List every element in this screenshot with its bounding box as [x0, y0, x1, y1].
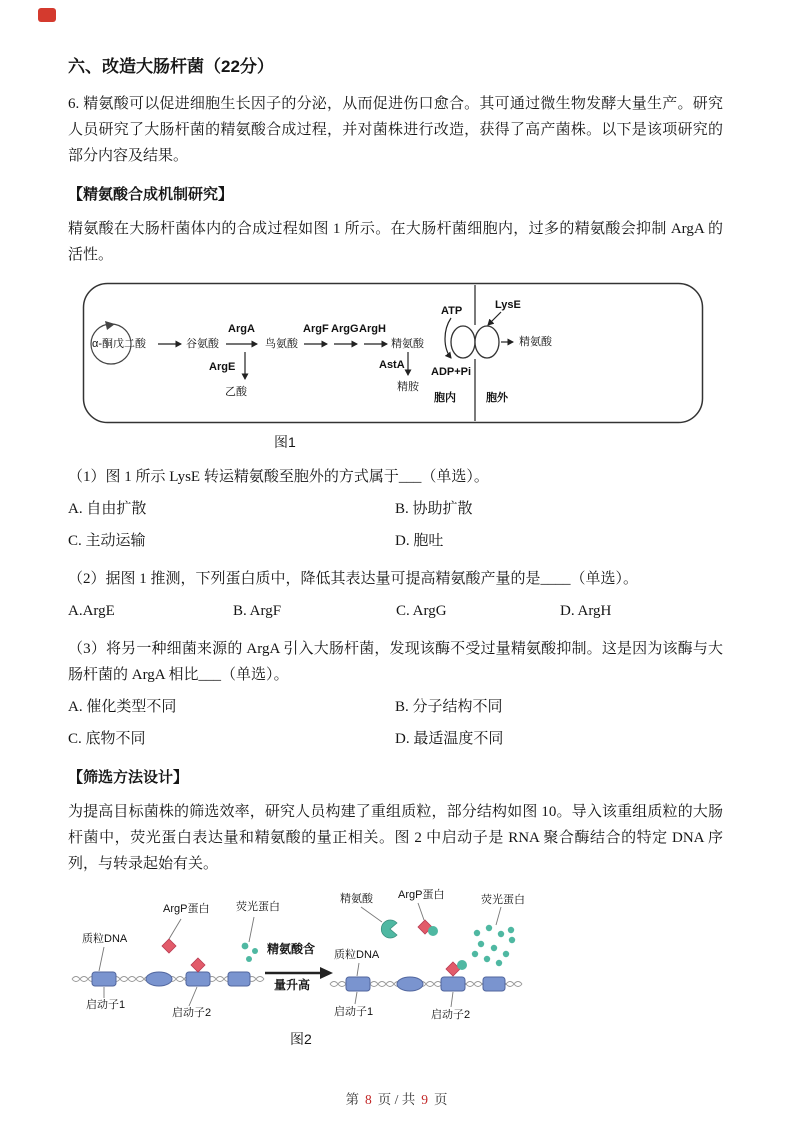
footer-label: 第: [345, 1092, 359, 1107]
promoter2-box-right: [441, 977, 465, 991]
figure-1-caption: 图1: [274, 434, 296, 450]
subsection-heading-mechanism: 【精氨酸合成机制研究】: [68, 186, 234, 203]
label-ornithine: 鸟氨酸: [265, 338, 298, 350]
option-d: D. 胞吐: [395, 533, 444, 549]
promoter1-box-right: [346, 977, 370, 991]
question-1-stem: （1）图 1 所示 LysE 转运精氨酸至胞外的方式属于___（单选）。: [68, 469, 489, 485]
label-arginine-inside: 精氨酸: [391, 338, 424, 350]
fluor-protein-dots-left: [242, 943, 258, 962]
label-lysE: LysE: [495, 299, 521, 311]
figure-1-cell-diagram: [82, 282, 704, 424]
complex-bound-on-promoter2: [446, 960, 467, 976]
screening-paragraph: 为提高目标菌株的筛选效率，研究人员构建了重组质粒，部分结构如图 10。导入该重组质粒的大肠杆菌中，荧光蛋白表达量和精氨酸的量正相关。图 2 中启动子是 RNA 聚合酶结合的特定 DNA 序列，与转录起始有关。: [68, 804, 723, 872]
label-extracellular: 胞外: [486, 392, 508, 404]
promoter2-box-left: [186, 972, 210, 986]
label-argF: ArgF: [303, 323, 329, 335]
cell-membrane-outline: [84, 284, 703, 423]
figure-2-plasmid-diagram: [68, 889, 570, 1049]
figure-2-caption: 图2: [290, 1031, 312, 1047]
fluor-gene-right: [483, 977, 505, 991]
question-2-stem: （2）据图 1 推测，下列蛋白质中，降低其表达量可提高精氨酸产量的是____（单选）。: [68, 571, 639, 587]
argp-gene-left: [146, 972, 172, 986]
option-c: C. 底物不同: [68, 731, 146, 747]
site-logo-icon: [38, 8, 56, 22]
footer-label: 页: [434, 1092, 448, 1107]
label-acetate: 乙酸: [225, 386, 247, 398]
label-atp: ATP: [441, 305, 463, 317]
label-argH: ArgH: [359, 323, 386, 335]
option-d: D. ArgH: [560, 603, 612, 619]
argp-gene-right: [397, 977, 423, 991]
option-c: C. ArgG: [396, 603, 447, 619]
question-3-options: [68, 694, 723, 752]
label-alpha-ketoglutarate: α-酮戊二酸: [92, 338, 147, 350]
cycle-arrowhead-icon: [105, 321, 115, 330]
subsection-heading-screening: 【筛选方法设计】: [68, 769, 189, 786]
arginine-molecule-icon: [381, 920, 397, 938]
label-promoter2-left: 启动子2: [172, 1007, 212, 1019]
option-a: A.ArgE: [68, 603, 115, 619]
question-1-options: [68, 496, 723, 554]
label-intracellular: 胞内: [434, 392, 456, 404]
mechanism-paragraph: 精氨酸在大肠杆菌体内的合成过程如图 1 所示。在大肠杆菌细胞内，过多的精氨酸会抑制 ArgA 的活性。: [68, 221, 723, 263]
argp-arginine-complex: [418, 920, 438, 936]
label-adp-pi: ADP+Pi: [431, 366, 472, 378]
page-footer: [0, 1088, 793, 1108]
question-2-options: [68, 598, 723, 624]
pathway-diagram-shapes: [82, 282, 704, 424]
question-6-intro: 6. 精氨酸可以促进细胞生长因子的分泌，从而促进伤口愈合。其可通过微生物发酵大量生产。研究人员研究了大肠杆菌的精氨酸合成过程，并对菌株进行改造，获得了高产菌株。以下是该项研究的部分内容及结果。: [68, 96, 723, 164]
option-b: B. ArgF: [233, 603, 282, 619]
section-title: 六、改造大肠杆菌（22分）: [68, 57, 274, 76]
label-glutamate: 谷氨酸: [186, 338, 219, 350]
plasmid-diagram-shapes: [68, 889, 570, 1049]
label-plasmid-dna-right: 质粒DNA: [334, 949, 380, 961]
label-astA-product: 精胺: [397, 381, 419, 393]
label-argE: ArgE: [209, 361, 236, 373]
current-page-number: 8: [364, 1092, 372, 1107]
option-b: B. 协助扩散: [395, 501, 473, 517]
label-promoter1-right: 启动子1: [334, 1006, 374, 1018]
option-d: D. 最适温度不同: [395, 731, 504, 747]
label-arginine-right: 精氨酸: [340, 893, 373, 905]
label-arginine-outside: 精氨酸: [519, 336, 552, 348]
option-a: A. 催化类型不同: [68, 699, 177, 715]
lysE-transporter-icon: [451, 326, 499, 358]
footer-label: 页 / 共: [377, 1092, 416, 1107]
label-plasmid-dna-left: 质粒DNA: [82, 933, 128, 945]
label-arginine-increase-1: 精氨酸含: [267, 942, 316, 956]
total-page-number: 9: [421, 1092, 428, 1107]
question-3-stem: （3）将另一种细菌来源的 ArgA 引入大肠杆菌，发现该酶不受过量精氨酸抑制。这是因为该酶与大肠杆菌的 ArgA 相比___（单选）。: [68, 641, 723, 683]
gene-blocks-left: [92, 972, 250, 986]
label-argp-protein-right: ArgP蛋白: [398, 889, 445, 901]
fluor-protein-dots-right: [472, 925, 515, 966]
label-argG: ArgG: [331, 323, 359, 335]
label-argA: ArgA: [228, 323, 255, 335]
label-astA: AstA: [379, 359, 405, 371]
label-promoter1-left: 启动子1: [86, 999, 126, 1011]
promoter1-box-left: [92, 972, 116, 986]
label-fluor-protein-left: 荧光蛋白: [236, 901, 280, 913]
label-promoter2-right: 启动子2: [431, 1009, 471, 1021]
option-b: B. 分子结构不同: [395, 699, 503, 715]
fluor-gene-left: [228, 972, 250, 986]
label-argp-protein-left: ArgP蛋白: [163, 903, 210, 915]
label-fluor-protein-right: 荧光蛋白: [481, 894, 525, 906]
label-arginine-increase-2: 量升高: [274, 978, 311, 992]
option-a: A. 自由扩散: [68, 501, 147, 517]
option-c: C. 主动运输: [68, 533, 146, 549]
argp-protein-icons-left: [162, 939, 205, 972]
